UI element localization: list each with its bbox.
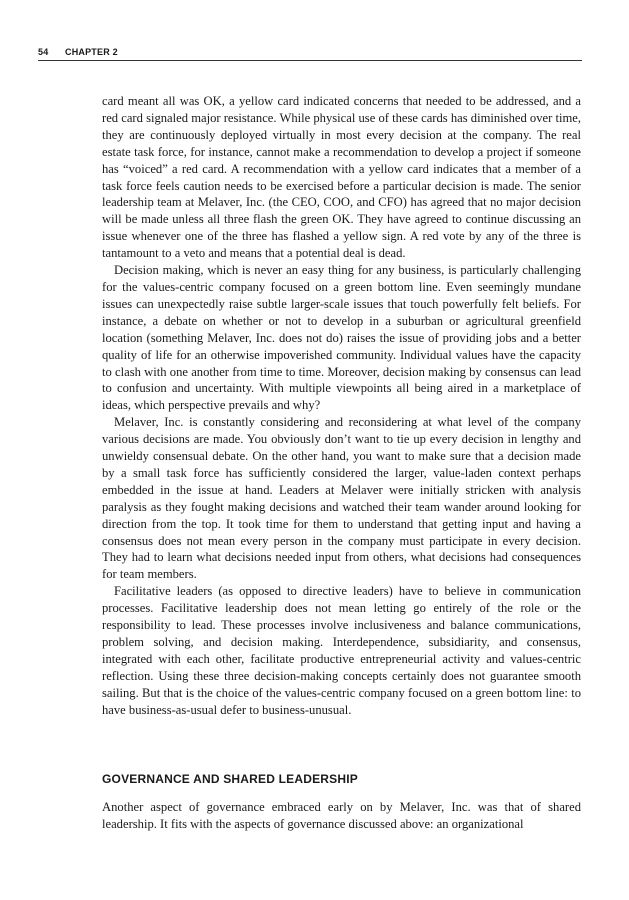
body-text — [102, 93, 581, 719]
section-body — [102, 799, 581, 833]
page-number: 54 — [38, 47, 49, 57]
paragraph-melaver-levels: Melaver, Inc. is constantly considering and reconsidering at what level of the company various decisions are made. You obviously don’t want to tie up every decision in lengthy and unwieldy consensual debate. On the other hand, you want to make sure that a decision made by a small task force has sufficiently considered the larger, value-laden context perhaps embedded in the issue at hand. Leaders at Melaver were initially stricken with analysis paralysis as they fought making decisions and watched their team wander around looking for direction from the top. It took time for them to understand that getting input and having a consensus does not mean every person in the company must participate in every decision. They had to learn what decisions needed input from others, what decisions had consequences for team members. — [102, 415, 581, 582]
paragraph-continuation: card meant all was OK, a yellow card indicated concerns that needed to be addressed, and a red card signaled major resistance. While physical use of these cards has diminished over time, they are continuously deployed virtually in most every decision at the company. The real estate task force, for instance, cannot make a recommendation to develop a project if someone has “voiced” a red card. A recommendation with a yellow card indicates that a member of a task force feels caution needs to be exercised before a particular decision is made. The senior leadership team at Melaver, Inc. (the CEO, COO, and CFO) has agreed that no major decision will be made unless all three flash the green OK. They have agreed to continue discussing an issue whenever one of the three has flashed a yellow sign. A red vote by any of the three is tantamount to a veto and means that a potential deal is dead. — [102, 94, 581, 261]
paragraph-decision-making: Decision making, which is never an easy thing for any business, is particularly challenging for the values-centric company focused on a green bottom line. Even seemingly mundane issues can unexpectedly raise subtle larger-scale issues that touch powerfully felt beliefs. For instance, a debate on whether or not to develop in a suburban or agricultural greenfield location (something Melaver, Inc. does not do) raises the issue of providing jobs and a better quality of life for an otherwise impoverished community. Individual values have the capacity to clash with one another from time to time. Moreover, decision making by consensus can lead to confusion and uncertainty. With multiple viewpoints all being aired in a marketplace of ideas, which perspective prevails and why? — [102, 263, 581, 413]
paragraph-facilitative-leaders: Facilitative leaders (as opposed to directive leaders) have to believe in communication processes. Facilitative leadership does not mean letting go entirely of the role or the responsibility to lead. These processes involve inclusiveness and balance communications, problem solving, and decision making. Interdependence, subsidiarity, and consensus, integrated with each other, facilitate productive entrepreneurial activity and values-centric reflection. Using these three decision-making concepts certainly does not guarantee smooth sailing. But that is the choice of the values-centric company focused on a green bottom line: to have business-as-usual defer to business-unusual. — [102, 584, 581, 717]
running-header — [38, 44, 582, 61]
paragraph-shared-leadership: Another aspect of governance embraced early on by Melaver, Inc. was that of shared leadership. It fits with the aspects of governance discussed above: an organizational — [102, 800, 581, 831]
section-heading: GOVERNANCE AND SHARED LEADERSHIP — [102, 772, 358, 786]
chapter-label: CHAPTER 2 — [65, 47, 118, 57]
